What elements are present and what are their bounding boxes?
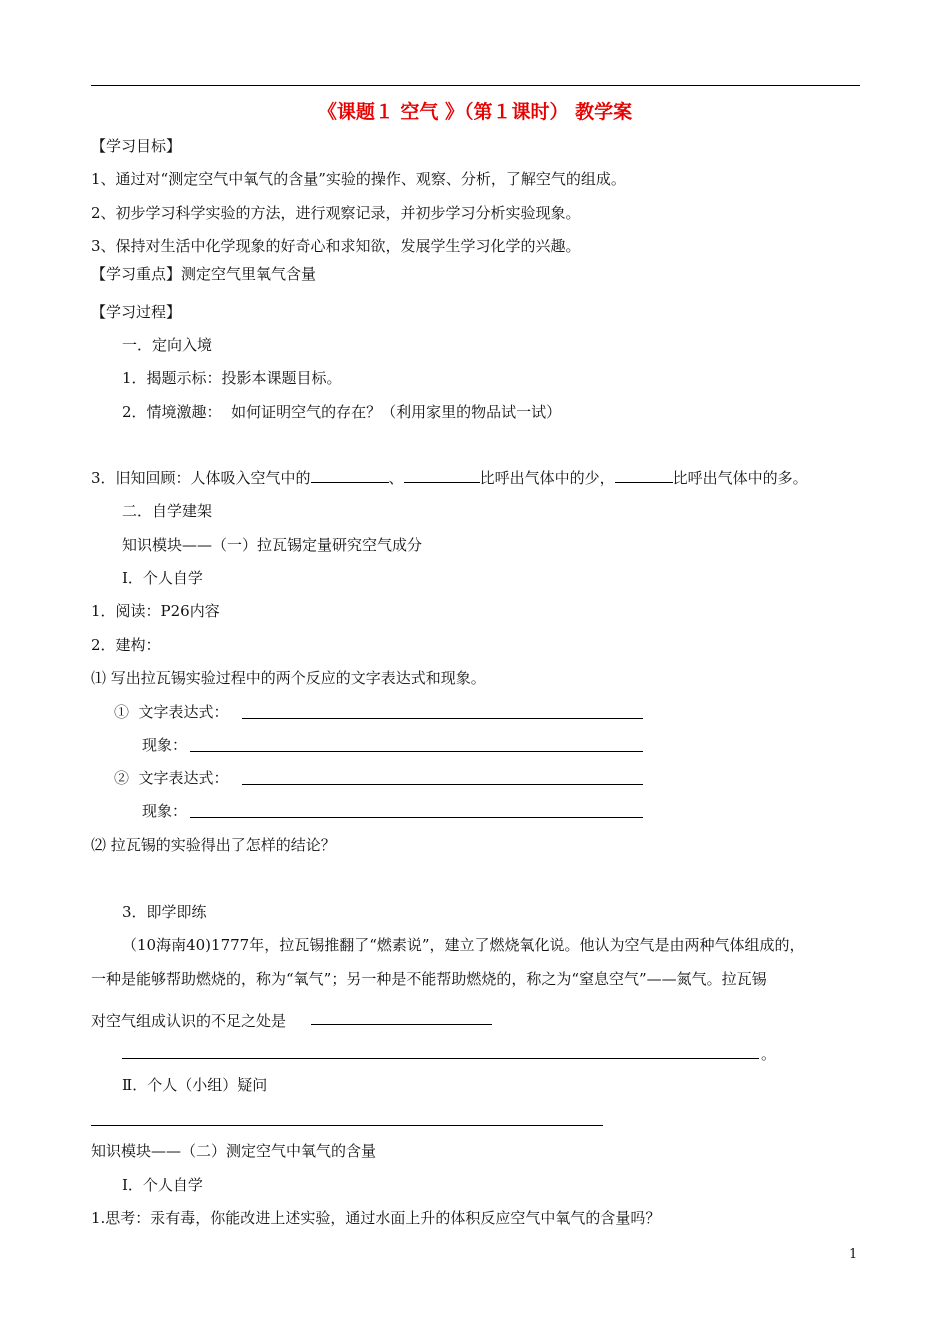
module-2-think: 1.思考：汞有毒，你能改进上述实验，通过水面上升的体积反应空气中氧气的含量吗？ (91, 1209, 661, 1227)
header-rule (91, 85, 860, 86)
module-1-reading: 1．阅读：P26内容 (91, 602, 220, 620)
review-blank-2[interactable] (404, 468, 480, 483)
focus-line: 【学习重点】测定空气里氧气含量 (91, 265, 317, 283)
section-1-item-2: 2．情境激趣： 如何证明空气的存在？（利用家里的物品试一试） (122, 403, 562, 421)
review-prefix: 3．旧知回顾：人体吸入空气中的 (91, 469, 311, 487)
review-suffix: 比呼出气体中的多。 (672, 469, 808, 487)
practice-end: 。 (761, 1045, 777, 1063)
module-1-build: 2．建构： (91, 636, 161, 654)
section-2-heading: 二．自学建架 (122, 502, 213, 520)
page-title: 《课题１ 空气 》（第１课时） 教学案 (317, 101, 633, 123)
practice-line-3: 对空气组成认识的不足之处是 (91, 1012, 287, 1030)
practice-blank-short[interactable] (311, 1024, 492, 1025)
review-separator: 、 (388, 469, 404, 487)
expression-1-label: ① 文字表达式： (114, 703, 229, 721)
review-blank-1[interactable] (311, 468, 389, 483)
objective-item-3: 3、保持对生活中化学现象的好奇心和求知欲，发展学生学习化学的兴趣。 (91, 237, 581, 255)
review-question (91, 468, 808, 488)
questions-blank[interactable] (91, 1125, 603, 1126)
module-1-question-2: ⑵ 拉瓦锡的实验得出了怎样的结论？ (91, 836, 336, 854)
objectives-heading: 【学习目标】 (91, 137, 182, 155)
phenomenon-2-blank[interactable] (190, 817, 643, 818)
module-1-self-study: Ⅰ．个人自学 (122, 569, 203, 587)
process-heading: 【学习过程】 (91, 303, 182, 321)
practice-blank-long[interactable] (122, 1058, 759, 1059)
practice-line-1: （10海南40)1777年，拉瓦锡推翻了“燃素说”，建立了燃烧氧化说。他认为空气是由两种气体组成的， (122, 936, 805, 954)
phenomenon-1-blank[interactable] (190, 751, 643, 752)
objective-item-2: 2、初步学习科学实验的方法，进行观察记录，并初步学习分析实验现象。 (91, 204, 581, 222)
expression-2-blank[interactable] (242, 784, 643, 785)
expression-2-label: ② 文字表达式： (114, 769, 229, 787)
expression-1-blank[interactable] (242, 718, 643, 719)
review-blank-3[interactable] (615, 468, 673, 483)
objective-item-1: 1、通过对“测定空气中氧气的含量”实验的操作、观察、分析，了解空气的组成。 (91, 170, 626, 188)
phenomenon-2-label: 现象： (142, 802, 188, 820)
review-middle: 比呼出气体中的少， (479, 469, 615, 487)
section-1-item-1: 1．揭题示标：投影本课题目标。 (122, 369, 342, 387)
page-number: 1 (849, 1247, 858, 1262)
practice-line-2: 一种是能够帮助燃烧的，称为“氧气”；另一种是不能帮助燃烧的，称之为“窒息空气”——氮气。拉瓦锡 (91, 970, 767, 988)
phenomenon-1-label: 现象： (142, 736, 188, 754)
module-1-questions: Ⅱ．个人（小组）疑问 (122, 1076, 268, 1094)
practice-heading: 3．即学即练 (122, 903, 207, 921)
module-2-title: 知识模块——（二）测定空气中氧气的含量 (91, 1142, 377, 1160)
module-1-question-1: ⑴ 写出拉瓦锡实验过程中的两个反应的文字表达式和现象。 (91, 669, 486, 687)
module-2-self-study: Ⅰ．个人自学 (122, 1176, 203, 1194)
section-1-heading: 一．定向入境 (122, 336, 213, 354)
module-1-title: 知识模块——（一）拉瓦锡定量研究空气成分 (122, 536, 423, 554)
